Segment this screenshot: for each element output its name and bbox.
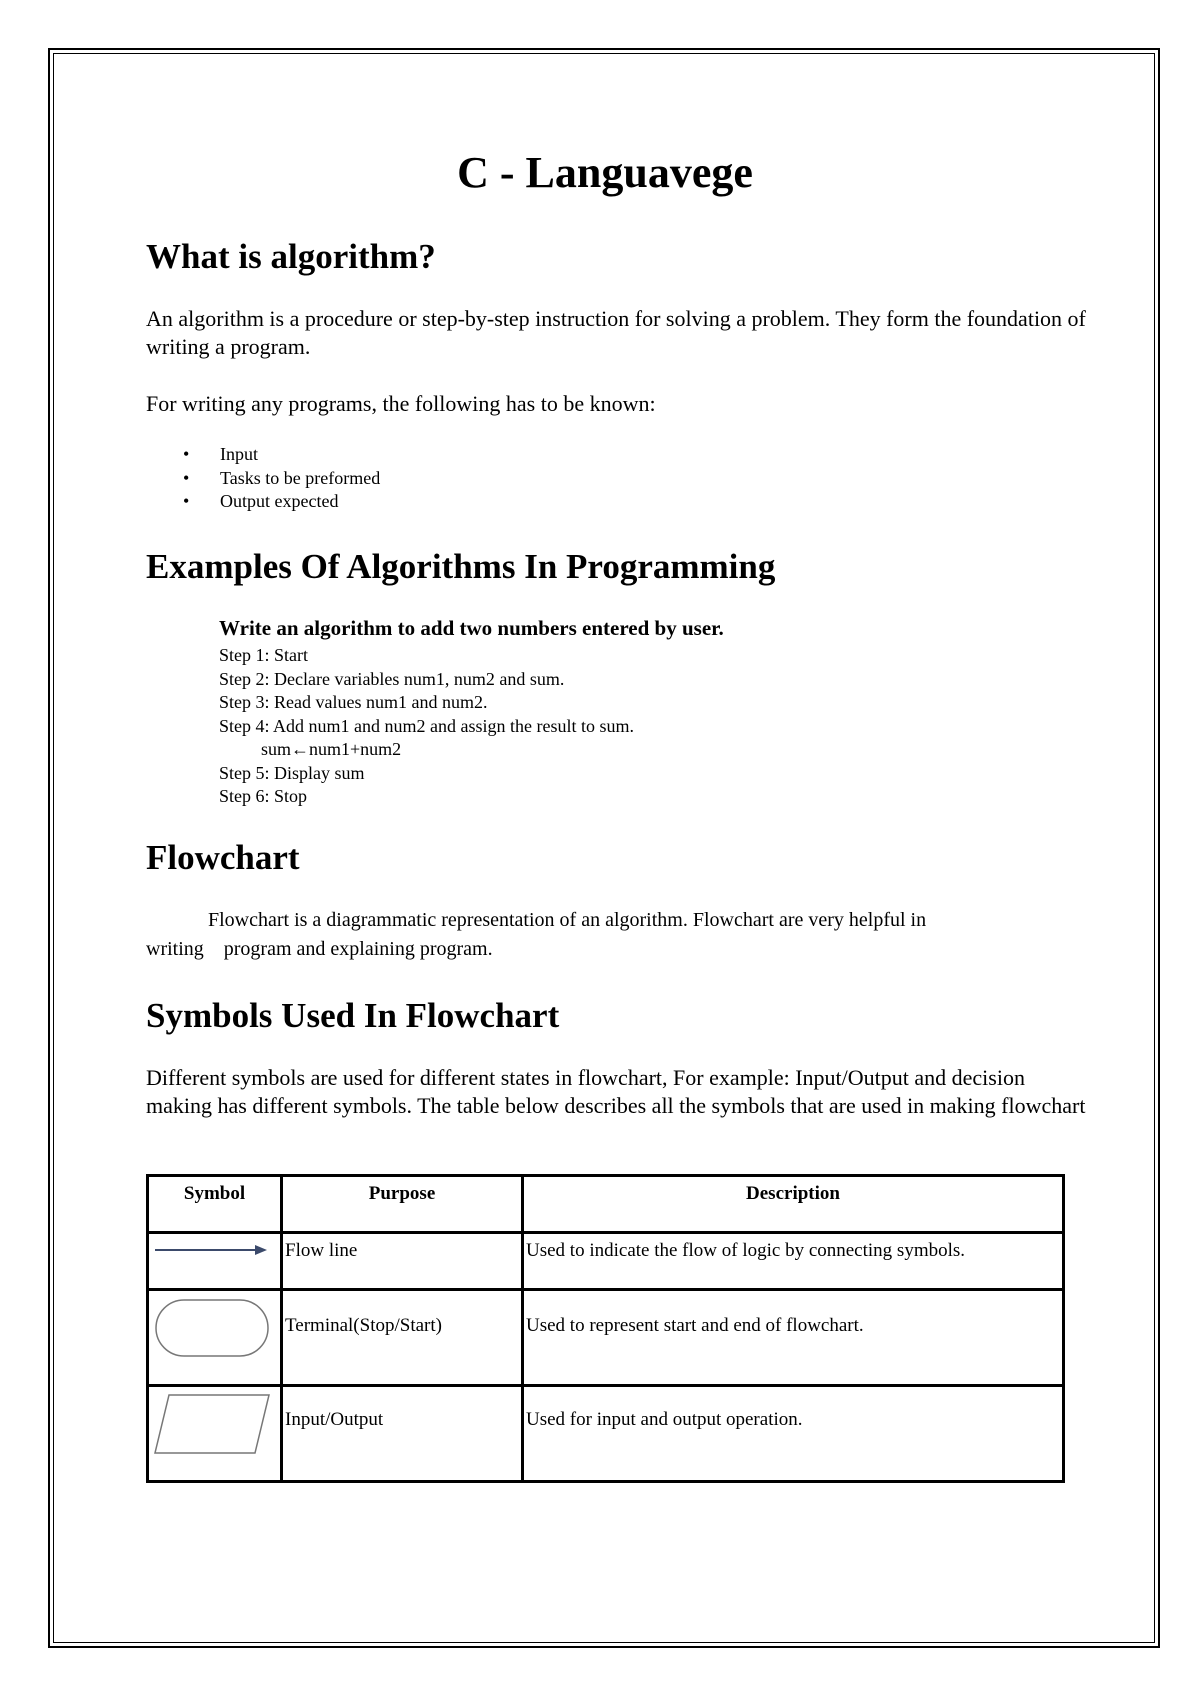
column-header-description: Description (523, 1176, 1064, 1233)
terminal-rounded-rect-icon (151, 1297, 275, 1363)
heading-symbols: Symbols Used In Flowchart (146, 996, 560, 1035)
step-item: Step 1: Start (219, 645, 308, 665)
document-title: C - Languavege (457, 148, 753, 197)
symbols-table (146, 1174, 1065, 1483)
step-item: Step 6: Stop (219, 786, 308, 806)
input-output-symbol-cell (148, 1385, 282, 1481)
heading-what-is-algorithm: What is algorithm? (146, 237, 436, 276)
table-header-row (148, 1176, 1064, 1233)
terminal-symbol-cell (148, 1289, 282, 1385)
purpose-cell: Input/Output (282, 1385, 523, 1481)
description-cell: Used to represent start and end of flowchart. (523, 1289, 1064, 1385)
table-row (148, 1289, 1064, 1385)
list-item: • Output expected (183, 490, 380, 514)
list-item: • Input (183, 443, 380, 467)
description-cell: Used to indicate the flow of logic by connecting symbols. (523, 1232, 1064, 1289)
algorithm-definition: An algorithm is a procedure or step-by-step instruction for solving a problem. They form the foundation of writing a program. (146, 306, 1086, 359)
table-row (148, 1232, 1064, 1289)
flow-line-arrow-icon (151, 1240, 271, 1260)
input-output-parallelogram-icon (151, 1393, 275, 1459)
column-header-purpose: Purpose (282, 1176, 523, 1233)
list-item: • Tasks to be preformed (183, 467, 380, 491)
table-row (148, 1385, 1064, 1481)
heading-examples: Examples Of Algorithms In Programming (146, 547, 776, 586)
column-header-symbol: Symbol (148, 1176, 282, 1233)
step-item: Step 4: Add num1 and num2 and assign the result to sum. (219, 715, 634, 736)
flow-line-symbol-cell (148, 1232, 282, 1289)
algorithm-example-title: Write an algorithm to add two numbers entered by user. (219, 616, 724, 640)
step-item: Step 3: Read values num1 and num2. (219, 692, 488, 712)
step-item: Step 5: Display sum (219, 762, 365, 783)
flowchart-line-2: writing program and explaining program. (146, 938, 493, 960)
requirements-list (183, 443, 380, 514)
purpose-cell: Terminal(Stop/Start) (282, 1289, 523, 1385)
symbols-description: Different symbols are used for different states in flowchart, For example: Input/Output and decision making has different symbols. The table below describes all the symbols that are used in making flowchart (146, 1065, 1086, 1118)
algorithm-steps (219, 644, 634, 809)
known-intro: For writing any programs, the following has to be known: (146, 391, 656, 416)
flowchart-line-1: Flowchart is a diagrammatic representation of an algorithm. Flowchart are very helpful in (208, 909, 927, 931)
purpose-cell: Flow line (282, 1232, 523, 1289)
heading-flowchart: Flowchart (146, 838, 300, 877)
flowchart-definition (146, 906, 1086, 964)
step-item: Step 2: Declare variables num1, num2 and sum. (219, 668, 565, 689)
step-formula: sum←num1+num2 (261, 739, 402, 759)
description-cell: Used for input and output operation. (523, 1385, 1064, 1481)
